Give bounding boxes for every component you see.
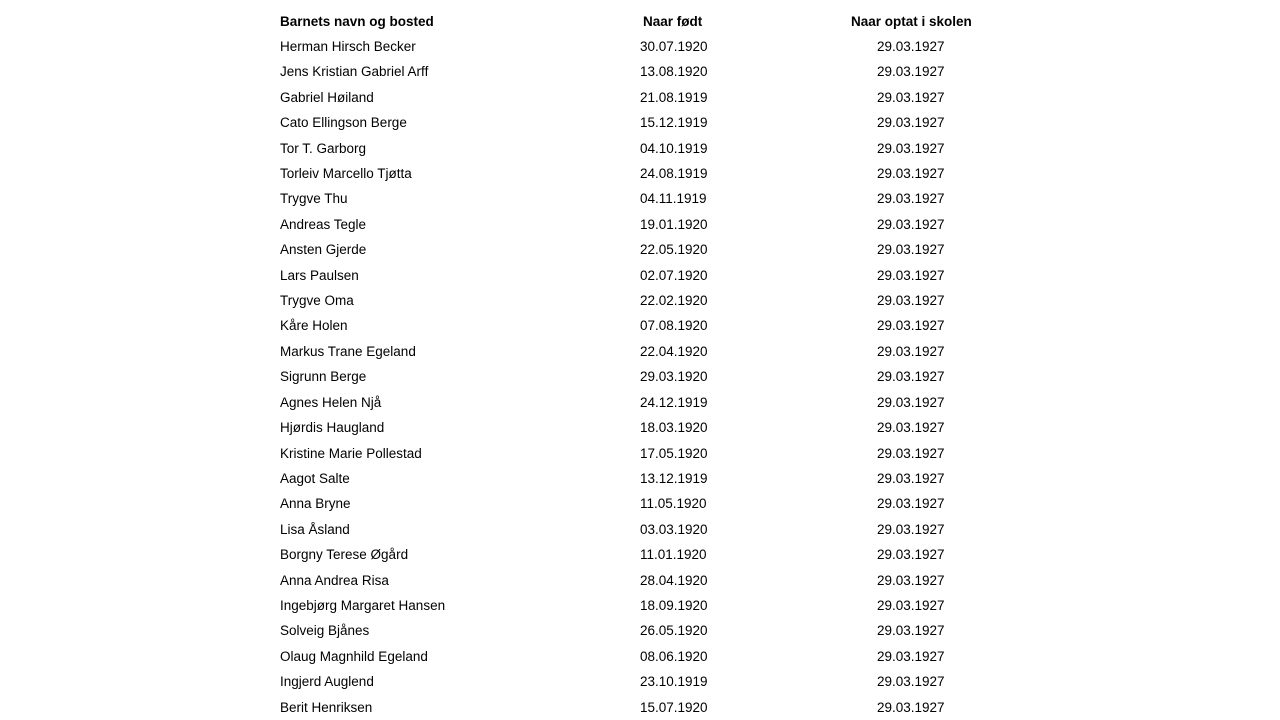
cell-child-name: Lisa Åsland — [280, 521, 350, 537]
cell-date-of-birth: 04.10.1919 — [640, 140, 708, 156]
table-row — [280, 136, 1000, 161]
table-row — [280, 491, 1000, 516]
cell-date-of-birth: 13.12.1919 — [640, 470, 708, 486]
cell-child-name: Herman Hirsch Becker — [280, 39, 416, 54]
header-row — [280, 10, 1000, 34]
cell-admission-date: 29.03.1927 — [877, 216, 945, 232]
cell-child-name: Markus Trane Egeland — [280, 343, 416, 359]
cell-date-of-birth: 17.05.1920 — [640, 445, 708, 461]
cell-admission-date: 29.03.1927 — [877, 572, 945, 588]
cell-child-name: Trygve Thu — [280, 191, 348, 207]
cell-admission-date: 29.03.1927 — [877, 115, 945, 131]
cell-admission-date: 29.03.1927 — [877, 394, 945, 410]
table-row — [280, 441, 1000, 466]
pupil-table — [280, 10, 1000, 720]
header-child-name-residence: Barnets navn og bosted — [280, 14, 434, 29]
header-school-admission-date: Naar optat i skolen — [851, 14, 972, 29]
cell-child-name: Aagot Salte — [280, 470, 350, 486]
cell-date-of-birth: 15.12.1919 — [640, 115, 708, 131]
cell-child-name: Anna Andrea Risa — [280, 572, 389, 588]
table-row — [280, 288, 1000, 313]
cell-admission-date: 29.03.1927 — [877, 343, 945, 359]
cell-date-of-birth: 04.11.1919 — [640, 191, 707, 207]
cell-date-of-birth: 11.05.1920 — [640, 496, 707, 512]
table-row — [280, 466, 1000, 491]
table-row — [280, 34, 1000, 59]
cell-date-of-birth: 19.01.1920 — [640, 216, 708, 232]
cell-child-name: Lars Paulsen — [280, 267, 359, 283]
cell-child-name: Olaug Magnhild Egeland — [280, 648, 428, 664]
cell-child-name: Gabriel Høiland — [280, 89, 374, 105]
cell-date-of-birth: 22.05.1920 — [640, 242, 708, 258]
cell-child-name: Sigrunn Berge — [280, 369, 367, 385]
table-row — [280, 695, 1000, 720]
table-row — [280, 415, 1000, 440]
cell-admission-date: 29.03.1927 — [877, 547, 945, 563]
cell-admission-date: 29.03.1927 — [877, 242, 945, 258]
cell-child-name: Ingebjørg Margaret Hansen — [280, 597, 446, 613]
cell-date-of-birth: 24.12.1919 — [640, 394, 708, 410]
cell-admission-date: 29.03.1927 — [877, 369, 945, 385]
table-row — [280, 542, 1000, 567]
cell-date-of-birth: 02.07.1920 — [640, 267, 708, 283]
table-body — [280, 34, 1000, 720]
cell-date-of-birth: 26.05.1920 — [640, 623, 708, 639]
cell-child-name: Tor T. Garborg — [280, 140, 367, 156]
table-row — [280, 313, 1000, 338]
table-row — [280, 517, 1000, 542]
cell-child-name: Kristine Marie Pollestad — [280, 445, 422, 461]
cell-child-name: Anna Bryne — [280, 496, 351, 512]
cell-admission-date: 29.03.1927 — [877, 597, 945, 613]
cell-admission-date: 29.03.1927 — [877, 140, 945, 156]
cell-child-name: Ansten Gjerde — [280, 242, 367, 258]
cell-date-of-birth: 18.09.1920 — [640, 597, 708, 613]
cell-date-of-birth: 11.01.1920 — [640, 547, 707, 563]
table-row — [280, 59, 1000, 84]
cell-child-name: Cato Ellingson Berge — [280, 115, 407, 131]
cell-date-of-birth: 18.03.1920 — [640, 420, 708, 436]
cell-date-of-birth: 13.08.1920 — [640, 64, 708, 80]
cell-admission-date: 29.03.1927 — [877, 623, 945, 639]
cell-admission-date: 29.03.1927 — [877, 318, 945, 334]
cell-child-name: Trygve Oma — [280, 293, 354, 309]
cell-date-of-birth: 30.07.1920 — [640, 39, 708, 54]
table-row — [280, 263, 1000, 288]
table-row — [280, 161, 1000, 186]
cell-child-name: Andreas Tegle — [280, 216, 367, 232]
table-row — [280, 568, 1000, 593]
cell-admission-date: 29.03.1927 — [877, 267, 945, 283]
cell-admission-date: 29.03.1927 — [877, 89, 945, 105]
table-row — [280, 593, 1000, 618]
table-row — [280, 669, 1000, 694]
cell-admission-date: 29.03.1927 — [877, 699, 945, 715]
table-header — [280, 10, 1000, 34]
cell-child-name: Berit Henriksen — [280, 699, 373, 715]
school-register-document — [280, 10, 1000, 720]
table-row — [280, 644, 1000, 669]
cell-admission-date: 29.03.1927 — [877, 496, 945, 512]
cell-child-name: Borgny Terese Øgård — [280, 547, 409, 563]
cell-date-of-birth: 08.06.1920 — [640, 648, 708, 664]
cell-date-of-birth: 23.10.1919 — [640, 674, 708, 690]
cell-date-of-birth: 07.08.1920 — [640, 318, 708, 334]
cell-admission-date: 29.03.1927 — [877, 191, 945, 207]
cell-child-name: Ingjerd Auglend — [280, 674, 374, 690]
table-row — [280, 237, 1000, 262]
cell-date-of-birth: 15.07.1920 — [640, 699, 708, 715]
table-row — [280, 618, 1000, 643]
table-row — [280, 339, 1000, 364]
table-row — [280, 186, 1000, 211]
cell-admission-date: 29.03.1927 — [877, 166, 945, 182]
cell-admission-date: 29.03.1927 — [877, 674, 945, 690]
header-date-of-birth: Naar født — [643, 14, 703, 29]
table-row — [280, 212, 1000, 237]
cell-admission-date: 29.03.1927 — [877, 445, 945, 461]
cell-child-name: Hjørdis Haugland — [280, 420, 385, 436]
cell-date-of-birth: 22.02.1920 — [640, 293, 708, 309]
cell-admission-date: 29.03.1927 — [877, 39, 945, 54]
cell-date-of-birth: 24.08.1919 — [640, 166, 708, 182]
cell-admission-date: 29.03.1927 — [877, 64, 945, 80]
table-row — [280, 85, 1000, 110]
cell-child-name: Torleiv Marcello Tjøtta — [280, 166, 412, 182]
cell-admission-date: 29.03.1927 — [877, 470, 945, 486]
cell-admission-date: 29.03.1927 — [877, 521, 945, 537]
cell-admission-date: 29.03.1927 — [877, 648, 945, 664]
cell-date-of-birth: 22.04.1920 — [640, 343, 708, 359]
cell-child-name: Solveig Bjånes — [280, 623, 370, 639]
table-row — [280, 364, 1000, 389]
cell-child-name: Kåre Holen — [280, 318, 348, 334]
cell-date-of-birth: 03.03.1920 — [640, 521, 708, 537]
cell-child-name: Agnes Helen Njå — [280, 394, 382, 410]
cell-date-of-birth: 21.08.1919 — [640, 89, 708, 105]
cell-admission-date: 29.03.1927 — [877, 420, 945, 436]
cell-date-of-birth: 29.03.1920 — [640, 369, 708, 385]
table-row — [280, 110, 1000, 135]
cell-date-of-birth: 28.04.1920 — [640, 572, 708, 588]
cell-admission-date: 29.03.1927 — [877, 293, 945, 309]
table-row — [280, 390, 1000, 415]
cell-child-name: Jens Kristian Gabriel Arff — [280, 64, 429, 80]
